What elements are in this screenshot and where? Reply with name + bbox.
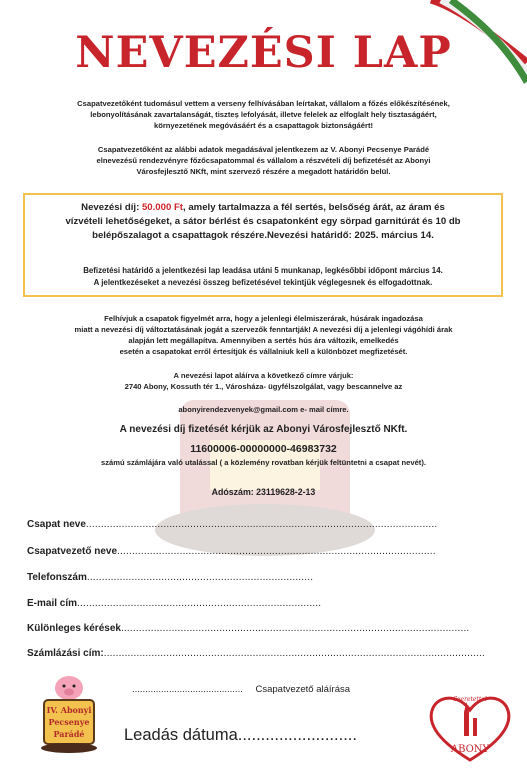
field-dots: ...................................................................................................................... <box>85 519 438 530</box>
payment-request: A nevezési díj fizetését kérjük az Abonyi Városfejlesztő NKft. <box>119 424 408 435</box>
event-logo-pig <box>38 672 100 754</box>
logo-left-line-2: Pecsenye <box>48 717 90 727</box>
fee-label: Nevezési díj: <box>81 202 142 213</box>
special-requests-field[interactable] <box>27 623 469 634</box>
team-name-field[interactable] <box>27 519 437 530</box>
team-leader-name-field[interactable] <box>27 546 436 557</box>
address-line: A nevezési lapot aláírva a következő címre várjuk: <box>173 371 354 380</box>
field-label: Telefonszám <box>27 572 87 583</box>
logo-right-name: ABONY <box>450 744 490 755</box>
field-dots: ............................................................................ <box>86 572 314 583</box>
tax-id: Adószám: 23119628-2-13 <box>211 487 316 497</box>
field-dots: ................................................................................................................................ <box>103 648 485 659</box>
fee-line-3: belépőszalagot a csapattagok részére.Nevezési határidő: 2025. március 14. <box>92 230 434 241</box>
field-dots: .................................................................................. <box>77 598 322 609</box>
transfer-note: számú számlájára való utalással ( a közlemény rovatban kérjük feltüntetni a csapat nevét). <box>101 458 426 467</box>
logo-left-line-1: IV. Abonyi <box>46 705 92 715</box>
intro-line: elnevezésű rendezvényre főzőcsapatommal és vállalom a részvételi díj befizetését az Abonyi <box>96 156 431 165</box>
page-title: NEVEZÉSI LAP <box>75 28 452 78</box>
field-label: Számlázási cím: <box>27 648 104 659</box>
submit-date-field[interactable]: Leadás dátuma.......................... <box>124 726 357 744</box>
email-field[interactable] <box>27 598 321 609</box>
notice-line: alapján lett megállapítva. Amennyiben a sertés hús ára változik, emelkedés <box>128 336 399 345</box>
intro-paragraph-2 <box>20 144 507 177</box>
abony-heart-logo <box>424 690 516 764</box>
billing-address-field[interactable] <box>27 648 485 659</box>
notice-line: esetén a csapatokat erről értesítjük és vállalniuk kell a különbözet megfizetését. <box>119 347 408 356</box>
intro-line: környezetének megóvásáért és a csapattagok biztonságáért! <box>153 121 374 130</box>
intro-line: Csapatvezetőként tudomásul vettem a verseny felhívásában leírtakat, vállalom a főzés előkészítésének, <box>77 99 450 108</box>
notice-line: Felhívjuk a csapatok figyelmét arra, hogy a jelenlegi élelmiszerárak, húsárak ingadozása <box>104 314 423 323</box>
phone-field[interactable] <box>27 572 313 583</box>
field-label: Csapatvezető neve <box>27 546 118 557</box>
deadline-line-1: Befizetési határidő a jelentkezési lap leadása utáni 5 munkanap, legkésőbbi időpont március 14. <box>83 266 443 275</box>
field-dots: ..................................................................................................................... <box>120 623 470 634</box>
deadline-line-2: A jelentkezéseket a nevezési összeg befizetésével tekintjük véglegesnek és elfogadottnak. <box>93 278 433 287</box>
logo-right-tagline: Szeretettel <box>453 696 487 703</box>
field-label: E-mail cím <box>27 598 78 609</box>
signature-line[interactable] <box>132 684 350 695</box>
notice-line: miatt a nevezési díj változtatásának jogát a szervezők fenntartják! A nevezési díj a jelenlegi vágóhídi árak <box>74 325 453 334</box>
intro-line: Csapatvezetőként az alábbi adatok megadásával jelentkezem az V. Abonyi Pecsenye Parádé <box>97 145 430 154</box>
intro-paragraph-1 <box>20 98 507 131</box>
fee-amount: 50.000 Ft <box>141 202 184 213</box>
intro-line: Városfejlesztő NKft, mint szervező részére a megadott határidőn belül. <box>136 167 391 176</box>
field-dots: ........................................................................................................... <box>117 546 436 557</box>
mailing-address <box>20 370 507 392</box>
email-line: abonyirendezvenyek@gmail.com e- mail címre. <box>178 405 349 414</box>
fee-line-2: vízvételi lehetőségeket, a sátor bérlést és csapatonként egy sörpad garnitúrát és 10 db <box>65 216 461 227</box>
payment-deadline <box>31 265 495 289</box>
intro-line: lebonyolításának zavartalanságát, tiszteș lefolyását, illetve felelek az elfoglalt hely tisztaságáért, <box>90 110 437 119</box>
fee-description <box>31 201 495 243</box>
fee-line-1: , amely tartalmazza a fél sertés, belsőség árát, az áram és <box>183 202 445 213</box>
logo-left-line-3: Parádé <box>53 729 85 739</box>
signature-dots: .......................................... <box>132 684 243 695</box>
bank-account-number: 11600006-00000000-46983732 <box>190 443 337 455</box>
signature-label: Csapatvezető aláírása <box>255 684 351 695</box>
field-label: Különleges kérések <box>27 623 121 634</box>
address-line: 2740 Abony, Kossuth tér 1., Városháza- ügyfélszolgálat, vagy bescannelve az <box>124 382 403 391</box>
fee-info-box <box>23 193 503 297</box>
field-label: Csapat neve <box>27 519 86 530</box>
price-change-notice <box>20 313 507 357</box>
